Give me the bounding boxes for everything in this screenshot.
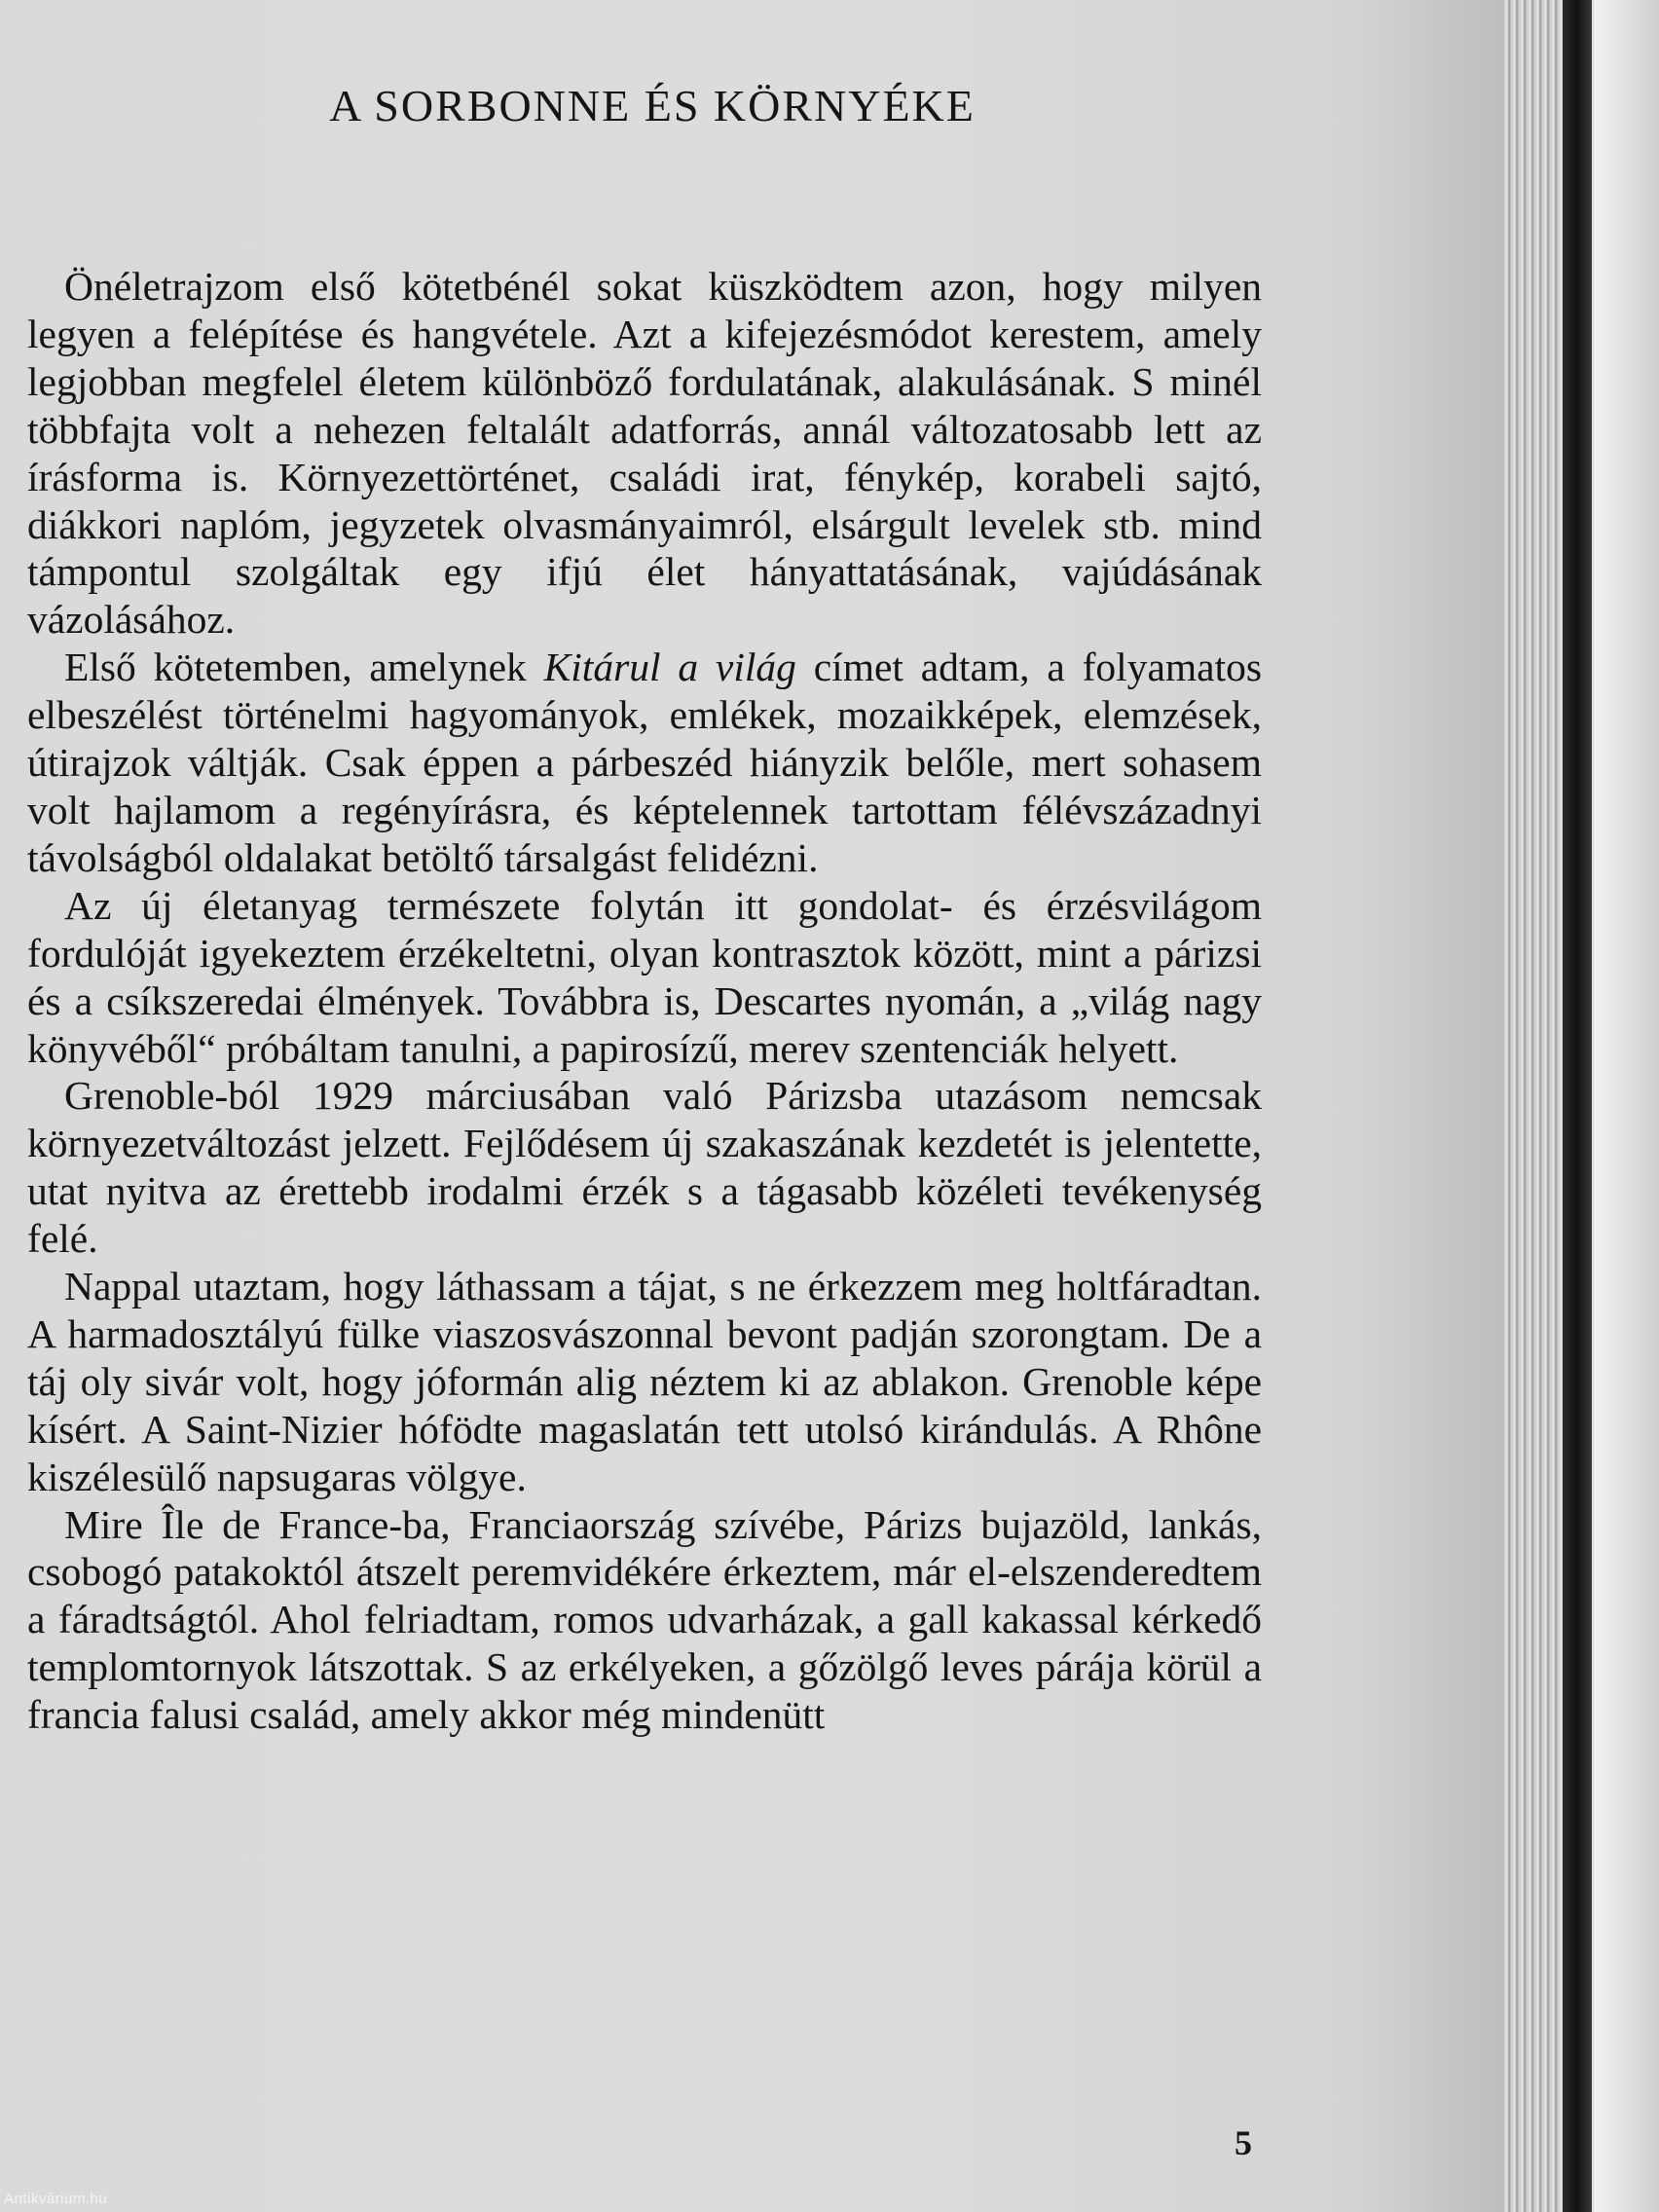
chapter-title: A SORBONNE ÉS KÖRNYÉKE [329,81,976,130]
watermark: Antikvárium.hu [4,2191,108,2207]
paragraph-1 [27,263,1262,644]
paragraph-3-text: Az új életanyag természete folytán itt gondolat- és érzésvilágom fordulóját igyekeztem érzékeltetni, olyan kontrasztok között, mint a párizsi és a csíkszeredai élmények. Továbbra is, Descartes nyomán, a „világ nagy könyvéből“ próbáltam tanulni, a papirosízű, merev szentenciák helyett. [27,882,1262,1071]
paragraph-6-text: Mire Île de France-ba, Franciaország szívébe, Párizs bujazöld, lankás, csobogó patakoktól átszelt peremvidékére érkeztem, már el-elszenderedtem a fáradtságtól. Ahol felriadtam, romos udvarházak, a gall kakassal kérkedő templomtornyok látszottak. S az erkélyeken, a gőzölgő leves párája körül a francia falusi család, amely akkor még mindenütt [27,1501,1262,1738]
paragraph-3 [27,882,1262,1073]
body-text [27,263,1262,1739]
paragraph-5 [27,1263,1262,1501]
paragraph-5-text: Nappal utaztam, hogy láthassam a tájat, s ne érkezzem meg holtfáradtan. A harmadosztályú fülke viaszosvászonnal bevont padján szorongtam. De a táj oly sivár volt, hogy jóformán alig néztem ki az ablakon. Grenoble képe kísért. A Saint-Nizier hófödte magaslatán tett utolsó kirándulás. A Rhône kiszélesülő napsugaras völgye. [27,1264,1262,1499]
paragraph-2-text-before: Első kötetemben, amelynek [64,645,544,690]
book-page-edges [1504,0,1659,2212]
page-edge-highlight [1594,0,1659,2212]
page-edge-shadow [1563,0,1592,2212]
paragraph-2-text-after: címet adtam, a folyamatos elbeszélést történelmi hagyományok, emlékek, mozaikképek, elemzések, útirajzok váltják. Csak éppen a párbeszéd hiányzik belőle, mert sohasem volt hajlamom a regényírásra, és képtelennek tartottam félévszázadnyi távolságból oldalakat betöltő társalgást felidézni. [27,645,1263,880]
paragraph-4 [27,1072,1262,1263]
paragraph-1-text: Önéletrajzom első kötetbénél sokat küszködtem azon, hogy milyen legyen a felépítése és hangvétele. Azt a kifejezésmódot kerestem, amely legjobban megfelel életem különböző fordulatának, alakulásának. S minél többfajta volt a nehezen feltalált adatforrás, annál változatosabb lett az írásforma is. Környezettörténet, családi irat, fénykép, korabeli sajtó, diákkori naplóm, jegyzetek olvasmányaimról, elsárgult levelek stb. mind támpontul szolgáltak egy ifjú élet hányattatásának, vajúdásának vázolásához. [27,264,1262,643]
page-number: 5 [1235,2123,1252,2162]
paragraph-2 [27,644,1262,882]
book-title-italic: Kitárul a világ [543,645,796,690]
paragraph-6 [27,1501,1262,1740]
paragraph-4-text: Grenoble-ból 1929 márciusában való Párizsba utazásom nemcsak környezetváltozást jelzett. Fejlődésem új szakaszának kezdetét is jelentette, utat nyitva az érettebb irodalmi érzék s a tágasabb közéleti tevékenység felé. [27,1073,1262,1262]
